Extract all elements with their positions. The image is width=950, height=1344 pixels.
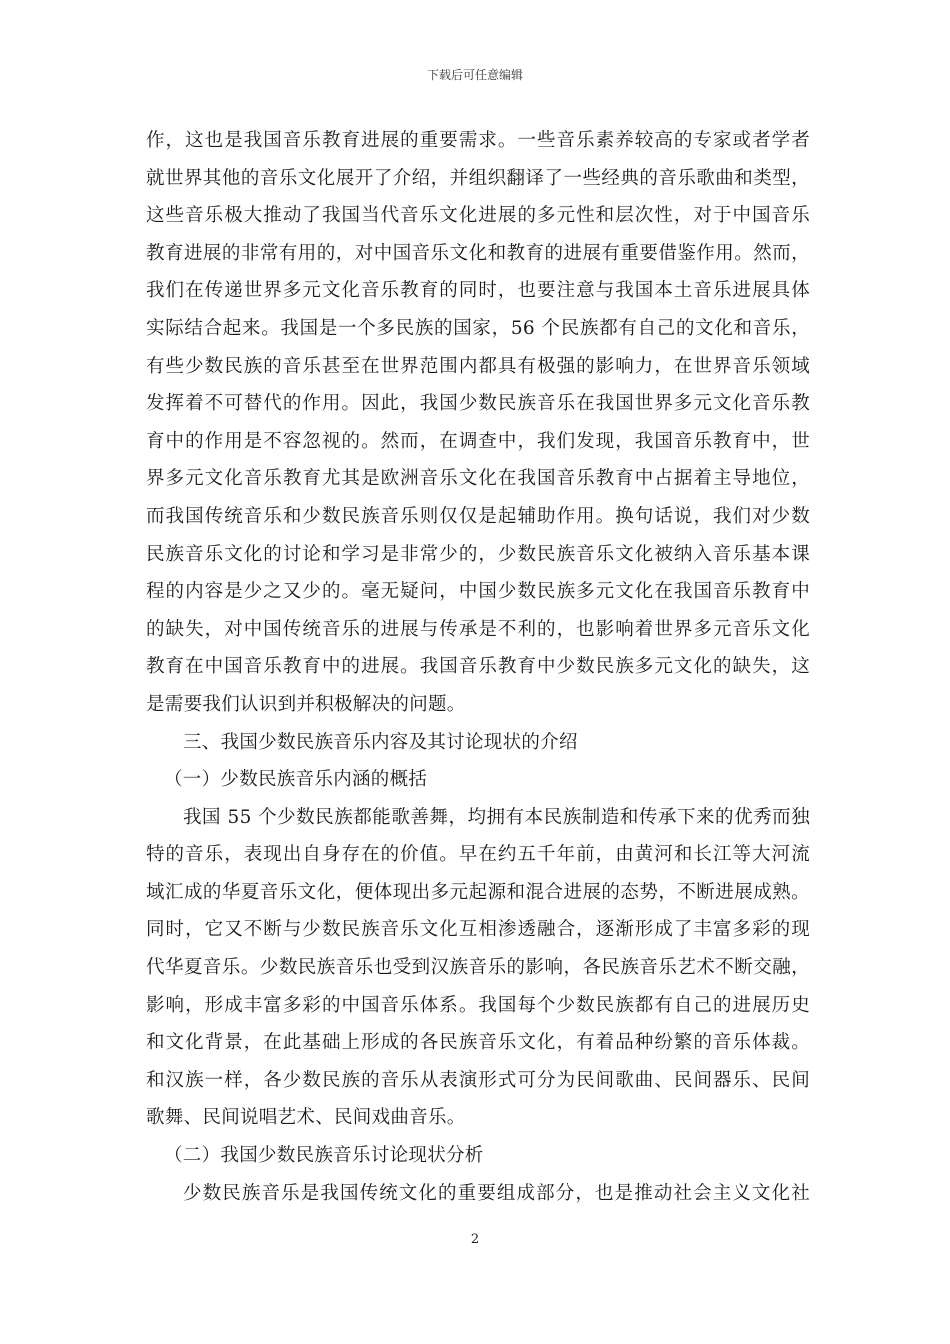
subsection-heading: （一）少数民族音乐内涵的概括	[164, 769, 428, 791]
body-line: 教育在中国音乐教育中的进展。我国音乐教育中少数民族多元文化的缺失，这	[146, 656, 810, 678]
page-header: 下载后可任意编辑	[426, 68, 523, 82]
body-line: 这些音乐极大推动了我国当代音乐文化进展的多元性和层次性，对于中国音乐	[146, 205, 810, 227]
body-line: 发挥着不可替代的作用。因此，我国少数民族音乐在我国世界多元文化音乐教	[146, 393, 810, 415]
body-line: 程的内容是少之又少的。毫无疑问，中国少数民族多元文化在我国音乐教育中	[146, 581, 810, 603]
body-line: 教育进展的非常有用的，对中国音乐文化和教育的进展有重要借鉴作用。然而，	[146, 242, 810, 264]
body-line: 作，这也是我国音乐教育进展的重要需求。一些音乐素养较高的专家或者学者	[146, 130, 810, 151]
subsection-heading: （二）我国少数民族音乐讨论现状分析	[164, 1145, 484, 1167]
body-line: 我们在传递世界多元文化音乐教育的同时，也要注意与我国本土音乐进展具体	[146, 280, 810, 302]
document-body	[146, 122, 810, 1212]
body-line: 和汉族一样，各少数民族的音乐从表演形式可分为民间歌曲、民间器乐、民间	[146, 1069, 810, 1091]
body-line: 代华夏音乐。少数民族音乐也受到汉族音乐的影响，各民族音乐艺术不断交融，	[146, 957, 810, 979]
body-line: 特的音乐，表现出自身存在的价值。早在约五千年前，由黄河和长江等大河流	[146, 844, 810, 866]
body-line: 影响，形成丰富多彩的中国音乐体系。我国每个少数民族都有自己的进展历史	[146, 994, 810, 1016]
body-line: 我国 55 个少数民族都能歌善舞，均拥有本民族制造和传承下来的优秀而独	[183, 806, 810, 828]
body-line: 和文化背景，在此基础上形成的各民族音乐文化，有着品种纷繁的音乐体裁。	[146, 1032, 810, 1054]
body-line: 有些少数民族的音乐甚至在世界范围内都具有极强的影响力，在世界音乐领域	[146, 355, 810, 377]
section-heading: 三、我国少数民族音乐内容及其讨论现状的介绍	[183, 731, 578, 753]
page-number: 2	[470, 1232, 480, 1247]
body-line: 就世界其他的音乐文化展开了介绍，并组织翻译了一些经典的音乐歌曲和类型，	[146, 167, 810, 189]
body-line: 而我国传统音乐和少数民族音乐则仅仅是起辅助作用。换句话说，我们对少数	[146, 505, 810, 527]
body-line: 民族音乐文化的讨论和学习是非常少的，少数民族音乐文化被纳入音乐基本课	[146, 543, 810, 565]
body-line: 育中的作用是不容忽视的。然而，在调查中，我们发现，我国音乐教育中，世	[146, 430, 810, 452]
body-line: 同时，它又不断与少数民族音乐文化互相渗透融合，逐渐形成了丰富多彩的现	[146, 919, 810, 941]
body-line: 界多元文化音乐教育尤其是欧洲音乐文化在我国音乐教育中占据着主导地位，	[146, 468, 810, 490]
body-line: 歌舞、民间说唱艺术、民间戏曲音乐。	[146, 1107, 466, 1129]
body-line: 的缺失，对中国传统音乐的进展与传承是不利的，也影响着世界多元音乐文化	[146, 618, 810, 640]
body-line: 少数民族音乐是我国传统文化的重要组成部分，也是推动社会主义文化社	[183, 1182, 810, 1204]
body-line: 域汇成的华夏音乐文化，便体现出多元起源和混合进展的态势，不断进展成熟。	[146, 881, 810, 903]
body-line: 是需要我们认识到并积极解决的问题。	[146, 693, 466, 715]
body-line: 实际结合起来。我国是一个多民族的国家，56 个民族都有自己的文化和音乐，	[146, 317, 810, 339]
